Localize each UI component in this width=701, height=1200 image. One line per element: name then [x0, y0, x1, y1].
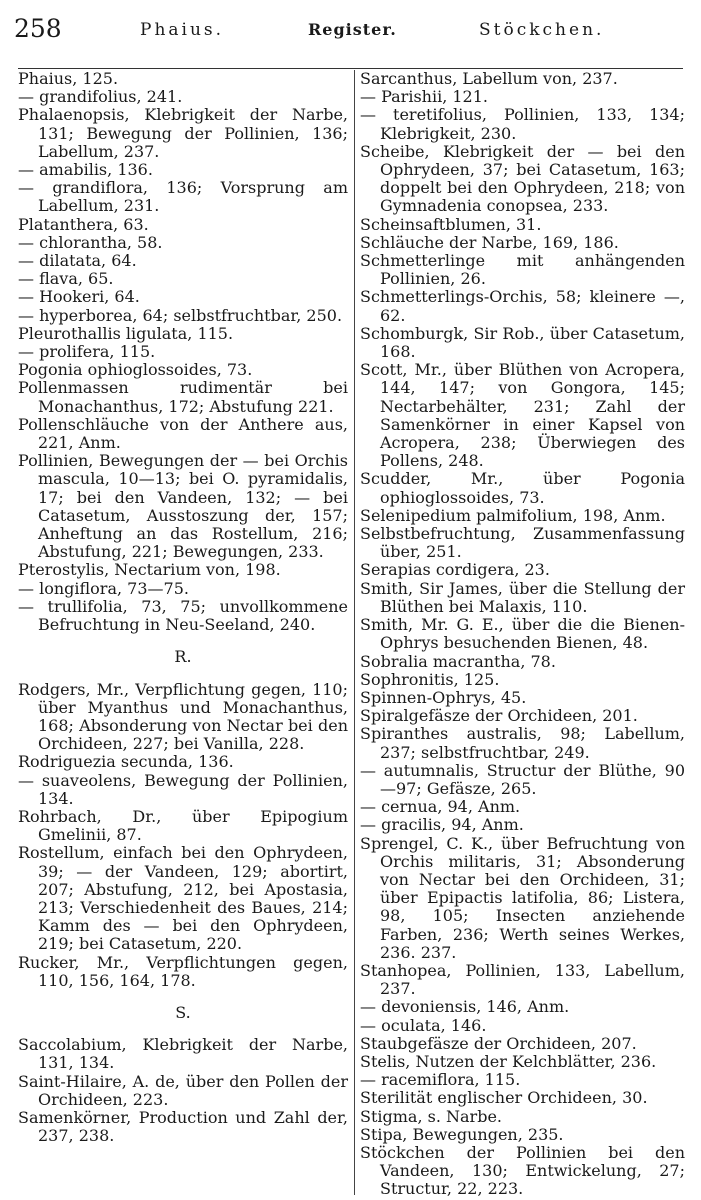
index-entry: Schomburgk, Sir Rob., über Catasetum, 168.: [360, 323, 685, 362]
index-entry: Smith, Sir James, über die Stellung der Blüthen bei Malaxis, 110.: [360, 578, 685, 616]
index-entry: — Hookeri, 64.: [18, 287, 140, 307]
index-entry: Sterilität englischer Orchideen, 30.: [360, 1088, 648, 1108]
index-entry: Spinnen-Ophrys, 45.: [360, 687, 527, 707]
index-entry: Schmetterlings-Orchis, 58; kleinere —, 62.: [360, 287, 685, 325]
index-entry: Rostellum, einfach bei den Ophrydeen, 39; — der Vandeen, 129; abortirt, 207; Abstufung, 212, bei Apostasia, 213; Verschiedenheit des Baues, 214; Kamm des — bei den Ophrydeen, 219; bei Catasetum, 220.: [18, 843, 348, 954]
index-entry: — teretifolius, Pollinien, 133, 134; Klebrigkeit, 230.: [360, 105, 685, 143]
index-entry: Stipa, Bewegungen, 235.: [360, 1124, 564, 1144]
running-head-title: Register.: [308, 20, 397, 39]
index-entry: Pollinien, Bewegungen der — bei Orchis mascula, 10—13; bei O. pyramidalis, 17; bei den Vandeen, 132; — bei Catasetum, Ausstoszung der, 157; Anheftung an das Rostellum, 216; Abstufung, 221; Bewegungen, 233.: [18, 451, 348, 562]
index-entry: Pollenschläuche von der Anthere aus, 221, Anm.: [18, 414, 348, 453]
index-entry: — hyperborea, 64; selbstfruchtbar, 250.: [18, 305, 343, 325]
index-entry: Pollenmassen rudimentär bei Monachanthus, 172; Abstufung 221.: [18, 378, 348, 416]
index-entry: Samenkörner, Production und Zahl der, 237, 238.: [18, 1107, 348, 1146]
index-entry: — oculata, 146.: [360, 1015, 487, 1035]
index-entry: — dilatata, 64.: [18, 251, 137, 271]
running-header: [14, 14, 686, 54]
index-entry: Scheinsaftblumen, 31.: [360, 214, 542, 234]
index-entry: Stigma, s. Narbe.: [360, 1106, 502, 1126]
index-entry: Scott, Mr., über Blüthen von Acropera, 144, 147; von Gongora, 145; Nectarbehälter, 231; Zahl der Samenkörner in einer Kapsel von Acropera, 238; Überwiegen des Pollens, 248.: [360, 360, 685, 471]
index-entry: — grandiflora, 136; Vorsprung am Labellum, 231.: [18, 178, 348, 216]
running-head-first-entry: Phaius.: [140, 20, 225, 40]
index-entry: — devoniensis, 146, Anm.: [360, 997, 570, 1017]
section-letter-s: S.: [175, 1002, 191, 1022]
running-head-last-entry: Stöckchen.: [479, 20, 605, 40]
index-entry: Pterostylis, Nectarium von, 198.: [18, 560, 281, 580]
index-entry: Rodriguezia secunda, 136.: [18, 752, 234, 772]
index-entry: Pleurothallis ligulata, 115.: [18, 323, 234, 343]
index-entry: Selbstbefruchtung, Zusammenfassung über, 251.: [360, 524, 685, 562]
section-letter-r: R.: [174, 647, 192, 667]
index-entry: — suaveolens, Bewegung der Pollinien, 134.: [18, 770, 348, 808]
index-entry: Sarcanthus, Labellum von, 237.: [360, 69, 618, 88]
index-entry: — Parishii, 121.: [360, 87, 488, 107]
column-divider: [354, 70, 355, 1195]
index-entry: — cernua, 94, Anm.: [360, 797, 521, 817]
index-entry: Schläuche der Narbe, 169, 186.: [360, 232, 619, 252]
index-entry: — autumnalis, Structur der Blüthe, 90—97; Gefäsze, 265.: [360, 760, 685, 798]
page-number: 258: [14, 14, 62, 43]
index-entry: Spiranthes australis, 98; Labellum, 237; selbstfruchtbar, 249.: [360, 724, 685, 762]
index-entry: — chlorantha, 58.: [18, 232, 163, 252]
index-entry: Pogonia ophioglossoides, 73.: [18, 360, 253, 380]
index-entry: — trullifolia, 73, 75; unvollkommene Befruchtung in Neu-Seeland, 240.: [18, 596, 348, 635]
index-entry: Saint-Hilaire, A. de, über den Pollen der Orchideen, 223.: [18, 1071, 348, 1109]
index-entry: — grandifolius, 241.: [18, 87, 183, 107]
index-entry: — flava, 65.: [18, 269, 114, 289]
index-entry: Rodgers, Mr., Verpflichtung gegen, 110; über Myanthus und Monachanthus, 168; Absonderung von Nectar bei den Orchideen, 227; bei Vanilla, 228.: [18, 679, 348, 754]
index-entry: — racemiflora, 115.: [360, 1070, 521, 1090]
index-column-right: [360, 70, 685, 1199]
index-entry: — amabilis, 136.: [18, 160, 153, 180]
index-entry: — gracilis, 94, Anm.: [360, 815, 524, 835]
index-entry: Rohrbach, Dr., über Epipogium Gmelinii, 87.: [18, 806, 348, 845]
index-entry: Selenipedium palmifolium, 198, Anm.: [360, 505, 666, 525]
index-entry: Stelis, Nutzen der Kelchblätter, 236.: [360, 1051, 657, 1071]
index-entry: Phaius, 125.: [18, 69, 119, 88]
index-entry: Sobralia macrantha, 78.: [360, 651, 556, 671]
index-entry: Serapias cordigera, 23.: [360, 560, 550, 580]
index-entry: Scudder, Mr., über Pogonia ophioglossoides, 73.: [360, 469, 685, 507]
index-entry: — longiflora, 73—75.: [18, 578, 189, 598]
index-entry: — prolifera, 115.: [18, 342, 156, 362]
index-entry: Staubgefäsze der Orchideen, 207.: [360, 1033, 637, 1053]
index-entry: Rucker, Mr., Verpflichtungen gegen, 110, 156, 164, 178.: [18, 952, 348, 990]
index-entry: Scheibe, Klebrigkeit der — bei den Ophrydeen, 37; bei Catasetum, 163; doppelt bei den Ophrydeen, 218; von Gymnadenia conopsea, 233.: [360, 141, 685, 216]
index-entry: Smith, Mr. G. E., über die die Bienen-Ophrys besuchenden Bienen, 48.: [360, 615, 685, 653]
index-entry: Stöckchen der Pollinien bei den Vandeen, 130; Entwickelung, 27; Structur, 22, 223.: [360, 1142, 685, 1199]
index-entry: Saccolabium, Klebrigkeit der Narbe, 131, 134.: [18, 1035, 348, 1073]
index-entry: Sprengel, C. K., über Befruchtung von Orchis militaris, 31; Absonderung von Nectar bei den Orchideen, 31; über Epipactis latifolia, 86; Listera, 98, 105; Insecten anziehende Farben, 236; Werth seines Werkes, 236. 237.: [360, 833, 685, 962]
index-entry: Platanthera, 63.: [18, 214, 149, 234]
index-entry: Spiralgefäsze der Orchideen, 201.: [360, 706, 638, 726]
index-entry: Sophronitis, 125.: [360, 669, 500, 689]
index-entry: Phalaenopsis, Klebrigkeit der Narbe, 131; Bewegung der Pollinien, 136; Labellum, 237.: [18, 105, 348, 161]
index-entry: Schmetterlinge mit anhängenden Pollinien, 26.: [360, 251, 685, 289]
index-entry: Stanhopea, Pollinien, 133, Labellum, 237.: [360, 960, 685, 999]
index-column-left: [18, 70, 348, 1145]
